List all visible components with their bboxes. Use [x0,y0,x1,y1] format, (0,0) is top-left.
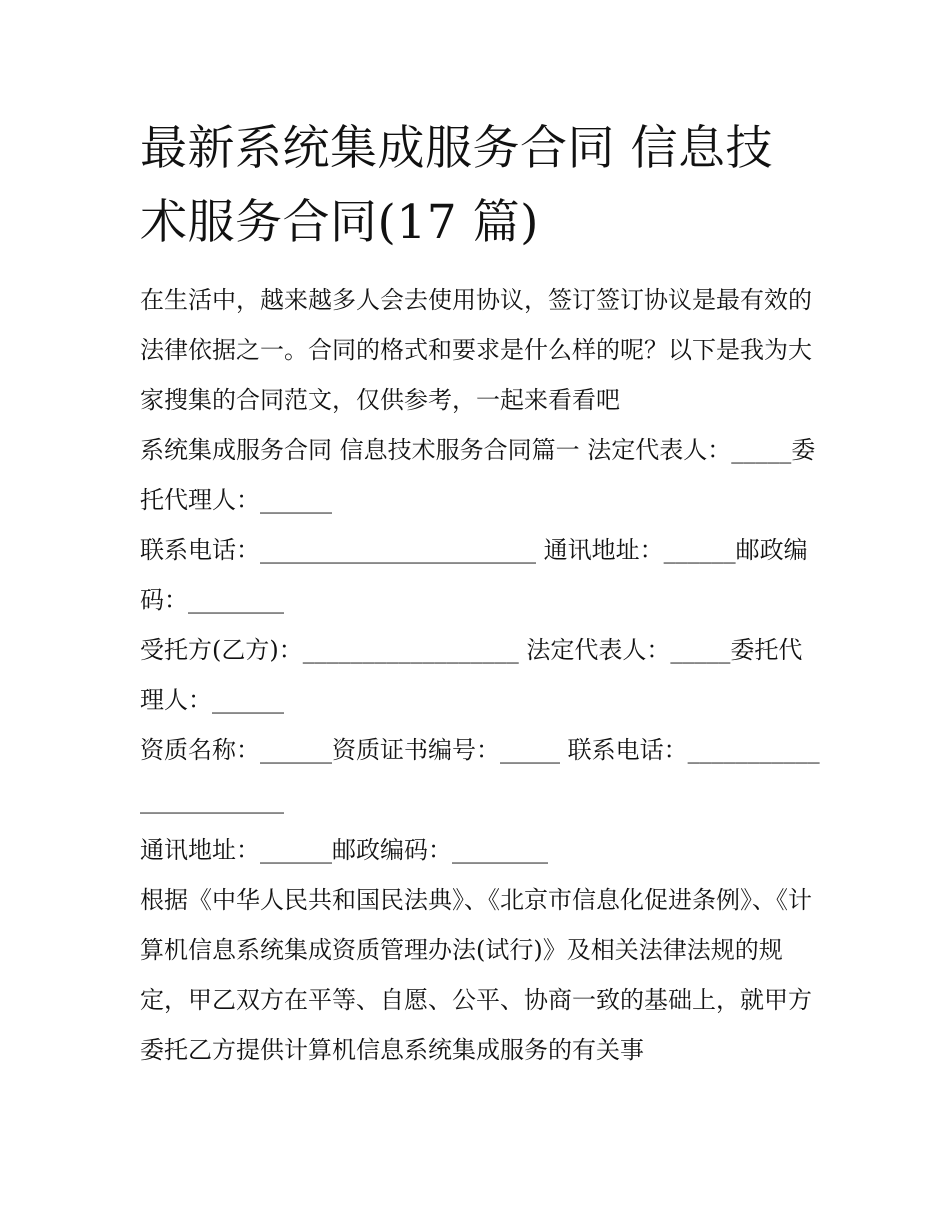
document-body [140,275,820,1075]
document-title: 最新系统集成服务合同 信息技术服务合同(17 篇) [140,121,773,250]
intro-paragraph: 在生活中，越来越多人会去使用协议，签订签订协议是最有效的法律依据之一。合同的格式和要求是什么样的呢？以下是我为大家搜集的合同范文，仅供参考，一起来看看吧 [140,286,812,414]
qualification-line: 资质名称：______资质证书编号：_____ 联系电话：_______________________ [140,736,820,814]
party-a-representative-line: 系统集成服务合同 信息技术服务合同篇一 法定代表人：_____委托代理人：______ [140,436,816,514]
party-b-address-line: 通讯地址：______邮政编码：________ [140,836,548,864]
party-b-line: 受托方(乙方)：__________________ 法定代表人：_____委托代理人：______ [140,636,803,714]
party-a-contact-line: 联系电话：_______________________ 通讯地址：______邮政编码：________ [140,536,808,614]
legal-basis-paragraph: 根据《中华人民共和国民法典》、《北京市信息化促进条例》、《计算机信息系统集成资质管理办法(试行)》及相关法律法规的规定，甲乙双方在平等、自愿、公平、协商一致的基础上，就甲方委托乙方提供计算机信息系统集成服务的有关事 [140,886,812,1064]
